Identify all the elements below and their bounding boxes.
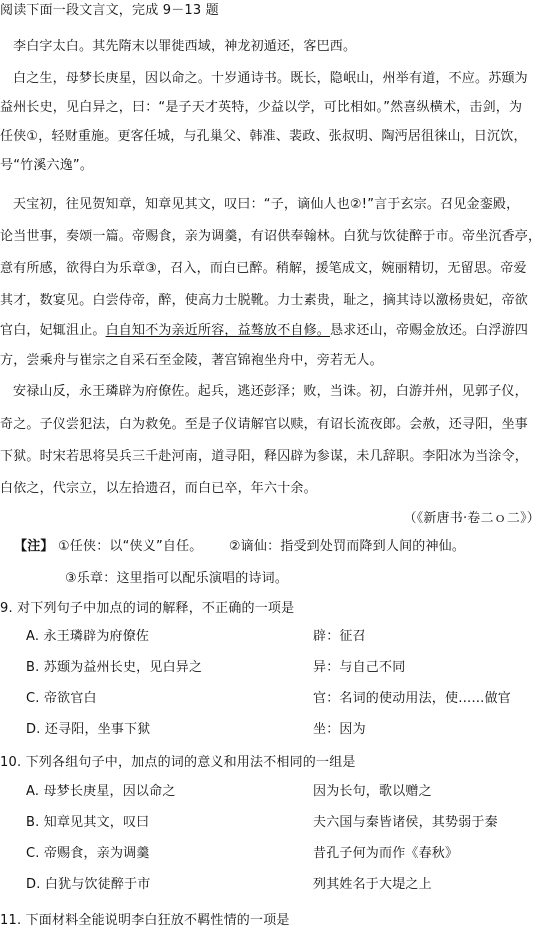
passage-line: 论当世事，奏颂一篇。帝赐食，亲为调羹，有诏供奉翰林。白犹与饮徒醉于市。帝坐沉香亭，: [0, 229, 542, 244]
question-11-stem: 11. 下面材料全能说明李白狂放不羁性情的一项是: [0, 913, 290, 928]
q10-option-b: B. 知章见其文，叹曰: [26, 815, 150, 830]
passage-line: 安禄山反，永王璘辟为府僚佐。起兵，逃还彭泽；败，当诛。初，白游并州，见郭子仪，: [13, 384, 528, 399]
notes-label: 【注】: [14, 539, 54, 554]
passage-line: 益州长史，见白异之，曰：“是子天才英特，少益以学，可比相如。”然喜纵横术，击剑，为: [0, 100, 523, 115]
q9-option-d-gloss: 坐：因为: [313, 722, 366, 737]
passage-line: 天宝初，往见贺知章，知章见其文，叹曰：“子，谪仙人也②!”言于玄宗。召见金銮殿，: [13, 197, 520, 212]
q9-option-d: D. 还寻阳，坐事下狱: [26, 722, 151, 737]
passage-line: 下狱。时宋若思将吴兵三千赴河南，道寻阳，释囚辟为参谋，未几辞职。李阳冰为当涂令，: [0, 449, 529, 464]
passage-line: 白依之，代宗立，以左拾遗召，而白已卒，年六十余。: [0, 481, 317, 496]
passage-line: 其才，数宴见。白尝侍帝，醉，使高力士脱靴。力士素贵，耻之，摘其诗以激杨贵妃，帝欲: [0, 293, 529, 308]
passage-line: 方，尝乘舟与崔宗之自采石至金陵，著宫锦袍坐舟中，旁若无人。: [0, 353, 383, 368]
passage-line: 任侠①，轻财重施。更客任城，与孔巢父、韩准、裴政、张叔明、陶沔居徂徕山，日沉饮，: [0, 129, 527, 144]
note-3: ③乐章：这里指可以配乐演唱的诗词。: [65, 571, 289, 586]
passage-line: 白之生，母梦长庚星，因以命之。十岁通诗书。既长，隐岷山，州举有道，不应。苏颋为: [13, 71, 528, 86]
source-citation: （《新唐书·卷二ｏ二》）: [403, 511, 540, 526]
q9-option-a-gloss: 辟：征召: [313, 629, 366, 644]
q10-option-a: A. 母梦长庚星，因以命之: [26, 784, 176, 799]
question-10-stem: 10. 下列各组句子中，加点的词的意义和用法不相同的一组是: [0, 755, 356, 770]
question-9-stem: 9. 对下列句子中加点的词的解释，不正确的一项是: [0, 601, 295, 616]
underlined-sentence: 白自知不为亲近所容，益骜放不自修。: [105, 323, 331, 338]
passage-line: 意有所感，欲得白为乐章③，召入，而白已醉。稍解，援笔成文，婉丽精切，无留思。帝爱: [0, 261, 527, 276]
passage-paragraph-1: 李白字太白。其先隋末以罪徙西域，神龙初遁还，客巴西。: [13, 39, 357, 54]
q10-option-b-pair: 夫六国与秦皆诸侯，其势弱于秦: [313, 815, 498, 830]
q10-option-c-pair: 昔孔子何为而作《春秋》: [313, 846, 459, 861]
q9-option-b-gloss: 异：与自己不同: [313, 660, 406, 675]
section-header: 阅读下面一段文言文，完成 9－13 题: [0, 3, 219, 18]
passage-line: [0, 322, 528, 340]
q10-option-a-pair: 因为长句，歌以赠之: [313, 784, 432, 799]
q9-option-b: B. 苏颋为益州长史，见白异之: [26, 660, 203, 675]
passage-line: 奇之。子仪尝犯法，白为救免。至是子仪请解官以赎，有诏长流夜郎。会赦，还寻阳，坐事: [0, 417, 529, 432]
q10-option-c: C. 帝赐食，亲为调羹: [26, 846, 150, 861]
q10-option-d: D. 白犹与饮徒醉于市: [26, 877, 151, 892]
passage-line: 号“竹溪六逸”。: [0, 158, 94, 173]
note-1: ①任侠：以“侠义”自任。: [57, 539, 203, 554]
note-2: ②谪仙：指受到处罚而降到人间的神仙。: [228, 539, 466, 554]
notes-line: [14, 538, 465, 556]
q9-option-c: C. 帝欲官白: [26, 691, 97, 706]
passage-text: 官白，妃辄沮止。: [0, 323, 106, 338]
q9-option-a: A. 永王璘辟为府僚佐: [26, 629, 150, 644]
q10-option-d-pair: 列其姓名于大堤之上: [313, 877, 432, 892]
passage-text: 恳求还山，帝赐金放还。白浮游四: [330, 323, 529, 338]
q9-option-c-gloss: 官：名词的使动用法，使……做官: [313, 691, 512, 706]
